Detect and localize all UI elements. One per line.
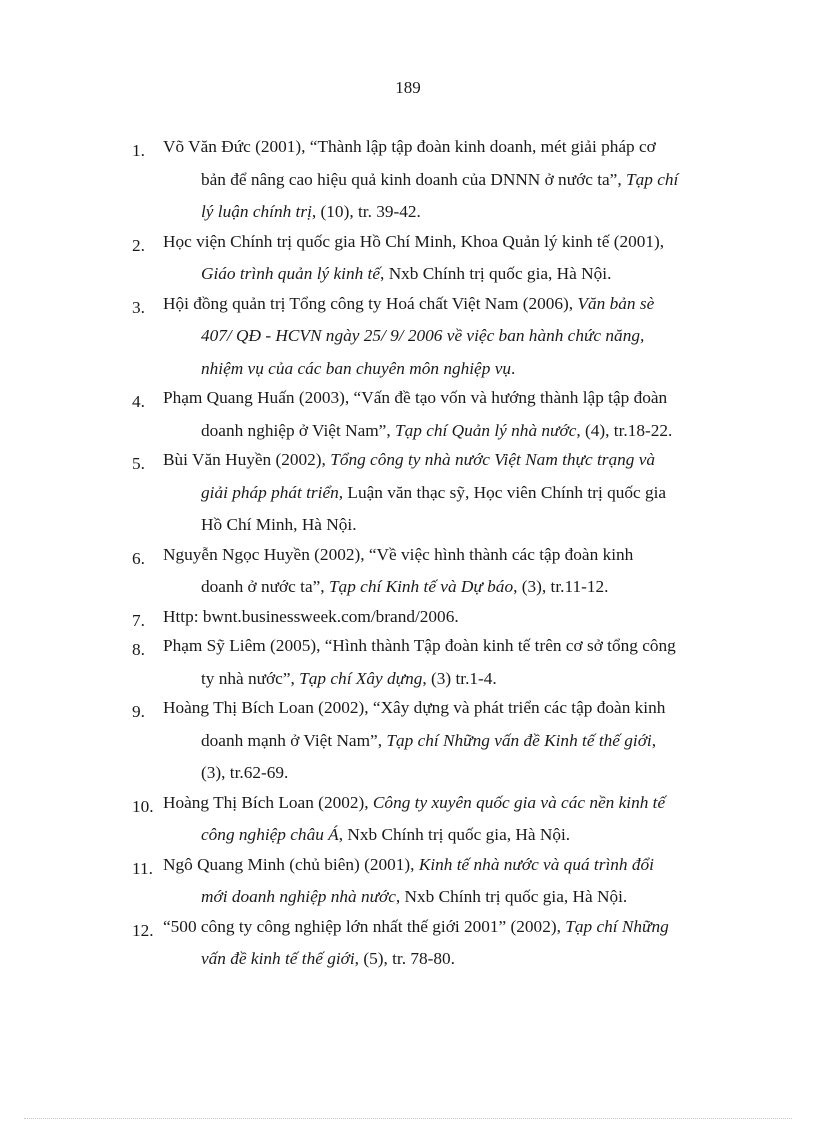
- reference-continuation-line: [164, 819, 740, 852]
- reference-text: [164, 288, 740, 386]
- reference-text: [164, 226, 740, 291]
- reference-text-segment: Nguyễn Ngọc Huyền (2002), “Về việc hình thành các tập đoàn kinh: [163, 544, 634, 564]
- reference-title-italic: Tạp chí Kinh tế và Dự báo: [328, 577, 514, 596]
- reference-text-segment: , Nxb Chính trị quốc gia, Hà Nội.: [338, 825, 571, 844]
- reference-text: [164, 131, 740, 229]
- reference-continuation-line: [164, 477, 740, 510]
- reference-continuation-line: [164, 509, 740, 542]
- reference-continuation-line: [164, 164, 740, 197]
- reference-text: [164, 539, 740, 604]
- reference-continuation-line: [164, 258, 740, 291]
- reference-first-line: [164, 911, 740, 944]
- reference-text-segment: doanh nghiệp ở Việt Nam”,: [201, 420, 395, 440]
- reference-item: [132, 601, 740, 634]
- reference-text-segment: , (3), tr.11-12.: [513, 577, 609, 596]
- reference-first-line: [164, 630, 740, 663]
- reference-text-segment: Ngô Quang Minh (chủ biên) (2001),: [163, 854, 419, 874]
- reference-text-segment: Hoàng Thị Bích Loan (2002), “Xây dựng và phát triển các tập đoàn kinh: [163, 698, 666, 717]
- reference-first-line: [164, 131, 740, 164]
- reference-list: [132, 131, 740, 976]
- reference-text-segment: , Nxb Chính trị quốc gia, Hà Nội.: [380, 264, 612, 283]
- reference-number: 6.: [132, 548, 145, 568]
- reference-item: [132, 849, 740, 914]
- reference-continuation-line: [164, 725, 740, 758]
- reference-text-segment: bản để nâng cao hiệu quả kinh doanh của DNNN ở nước ta”,: [201, 169, 626, 189]
- reference-text-segment: Học viện Chính trị quốc gia Hồ Chí Minh, Khoa Quản lý kinh tế (2001),: [163, 231, 665, 251]
- reference-number: 9.: [132, 702, 145, 721]
- reference-text-segment: doanh ở nước ta”,: [201, 577, 329, 596]
- reference-text-segment: doanh mạnh ở Việt Nam”,: [201, 730, 387, 750]
- reference-title-italic: Tổng công ty nhà nước Việt Nam thực trạng và: [330, 450, 656, 469]
- reference-continuation-line: [164, 881, 740, 914]
- reference-number: 10.: [132, 796, 154, 816]
- reference-continuation-line: [164, 943, 740, 976]
- reference-item: [132, 692, 740, 790]
- reference-text-segment: , Nxb Chính trị quốc gia, Hà Nội.: [395, 887, 628, 906]
- reference-continuation-line: [164, 196, 740, 229]
- reference-first-line: [164, 601, 740, 634]
- reference-item: [132, 787, 740, 852]
- reference-text: [164, 849, 740, 914]
- reference-number: 11.: [132, 858, 153, 878]
- reference-first-line: [164, 692, 740, 725]
- reference-text: [164, 911, 740, 976]
- reference-title-italic: nhiệm vụ của các ban chuyên môn nghiệp vụ: [201, 358, 511, 378]
- reference-item: [132, 382, 740, 447]
- reference-text-segment: Hồ Chí Minh, Hà Nội.: [201, 515, 357, 534]
- reference-first-line: [164, 787, 740, 820]
- reference-text-segment: , Luận văn thạc sỹ, Học viên Chính trị quốc gia: [338, 482, 667, 502]
- reference-title-italic: Tạp chí Những: [565, 916, 669, 936]
- reference-number: 8.: [132, 640, 145, 659]
- reference-title-italic: lý luận chính trị: [201, 202, 312, 221]
- reference-first-line: [164, 382, 740, 415]
- reference-number: 12.: [132, 920, 154, 940]
- reference-text-segment: (3), tr.62-69.: [201, 763, 289, 782]
- reference-number: 1.: [132, 141, 145, 160]
- reference-item: [132, 911, 740, 976]
- reference-title-italic: Công ty xuyên quốc gia và các nền kinh tế: [372, 792, 666, 812]
- reference-text-segment: ,: [651, 730, 657, 750]
- reference-continuation-line: [164, 353, 740, 386]
- reference-continuation-line: [164, 663, 740, 696]
- reference-first-line: [164, 226, 740, 259]
- reference-title-italic: công nghiệp châu Á: [201, 825, 339, 844]
- reference-item: [132, 539, 740, 604]
- reference-text-segment: Phạm Sỹ Liêm (2005), “Hình thành Tập đoàn kinh tế trên cơ sở tổng công: [163, 636, 676, 655]
- reference-text: [164, 630, 740, 695]
- reference-item: [132, 444, 740, 542]
- reference-title-italic: Kinh tế nhà nước và quá trình đổi: [418, 854, 654, 874]
- reference-first-line: [164, 444, 740, 477]
- reference-number: 2.: [132, 235, 145, 255]
- reference-item: [132, 630, 740, 695]
- reference-text-segment: , (10), tr. 39-42.: [311, 202, 421, 221]
- reference-text-segment: , (5), tr. 78-80.: [354, 949, 455, 968]
- reference-title-italic: vấn đề kinh tế thế giới: [201, 949, 355, 968]
- reference-number: 5.: [132, 454, 145, 473]
- reference-first-line: [164, 288, 740, 321]
- reference-text-segment: Phạm Quang Huấn (2003), “Vấn đề tạo vốn và hướng thành lập tập đoàn: [163, 388, 668, 407]
- page-bottom-rule: [24, 1118, 792, 1119]
- page-number: 189: [395, 78, 421, 97]
- reference-number: 3.: [132, 297, 145, 317]
- reference-number: 7.: [132, 610, 145, 630]
- reference-text-segment: Hội đồng quản trị Tổng công ty Hoá chất Việt Nam (2006),: [163, 293, 578, 313]
- reference-text-segment: Võ Văn Đức (2001), “Thành lập tập đoàn kinh doanh, mét giải pháp cơ: [163, 137, 656, 156]
- reference-number: 4.: [132, 392, 145, 411]
- reference-title-italic: Văn bản sè: [577, 293, 655, 313]
- reference-text-segment: Http: bwnt.businessweek.com/brand/2006.: [163, 606, 459, 626]
- reference-title-italic: Tạp chí Những vấn đề Kinh tế thế giới: [386, 730, 652, 750]
- reference-text-segment: Bùi Văn Huyền (2002),: [163, 450, 331, 469]
- reference-continuation-line: [164, 320, 740, 353]
- reference-text-segment: Hoàng Thị Bích Loan (2002),: [163, 792, 373, 812]
- reference-text-segment: ty nhà nước”,: [201, 668, 300, 688]
- reference-text-segment: .: [511, 358, 516, 378]
- reference-text: [164, 382, 740, 447]
- reference-text: [164, 601, 740, 634]
- reference-first-line: [164, 849, 740, 882]
- reference-item: [132, 226, 740, 291]
- reference-first-line: [164, 539, 740, 572]
- reference-continuation-line: [164, 757, 740, 790]
- reference-title-italic: Tạp chí: [625, 169, 679, 189]
- reference-text: [164, 692, 740, 790]
- reference-title-italic: Tạp chí Xây dựng: [299, 668, 423, 688]
- reference-title-italic: Tạp chí Quản lý nhà nước: [395, 420, 577, 440]
- reference-text: [164, 787, 740, 852]
- reference-text-segment: , (3) tr.1-4.: [422, 668, 497, 688]
- reference-text-segment: “500 công ty công nghiệp lớn nhất thế giới 2001” (2002),: [163, 916, 566, 936]
- reference-text-segment: , (4), tr.18-22.: [576, 420, 673, 440]
- reference-title-italic: 407/ QĐ - HCVN ngày 25/ 9/ 2006 về việc ban hành chức năng,: [201, 326, 645, 345]
- reference-continuation-line: [164, 415, 740, 448]
- reference-continuation-line: [164, 571, 740, 604]
- reference-text: [164, 444, 740, 542]
- reference-item: [132, 131, 740, 229]
- reference-title-italic: mới doanh nghiệp nhà nước: [201, 887, 396, 906]
- reference-title-italic: giải pháp phát triển: [201, 482, 339, 502]
- reference-title-italic: Giáo trình quản lý kinh tế: [201, 264, 381, 283]
- reference-item: [132, 288, 740, 386]
